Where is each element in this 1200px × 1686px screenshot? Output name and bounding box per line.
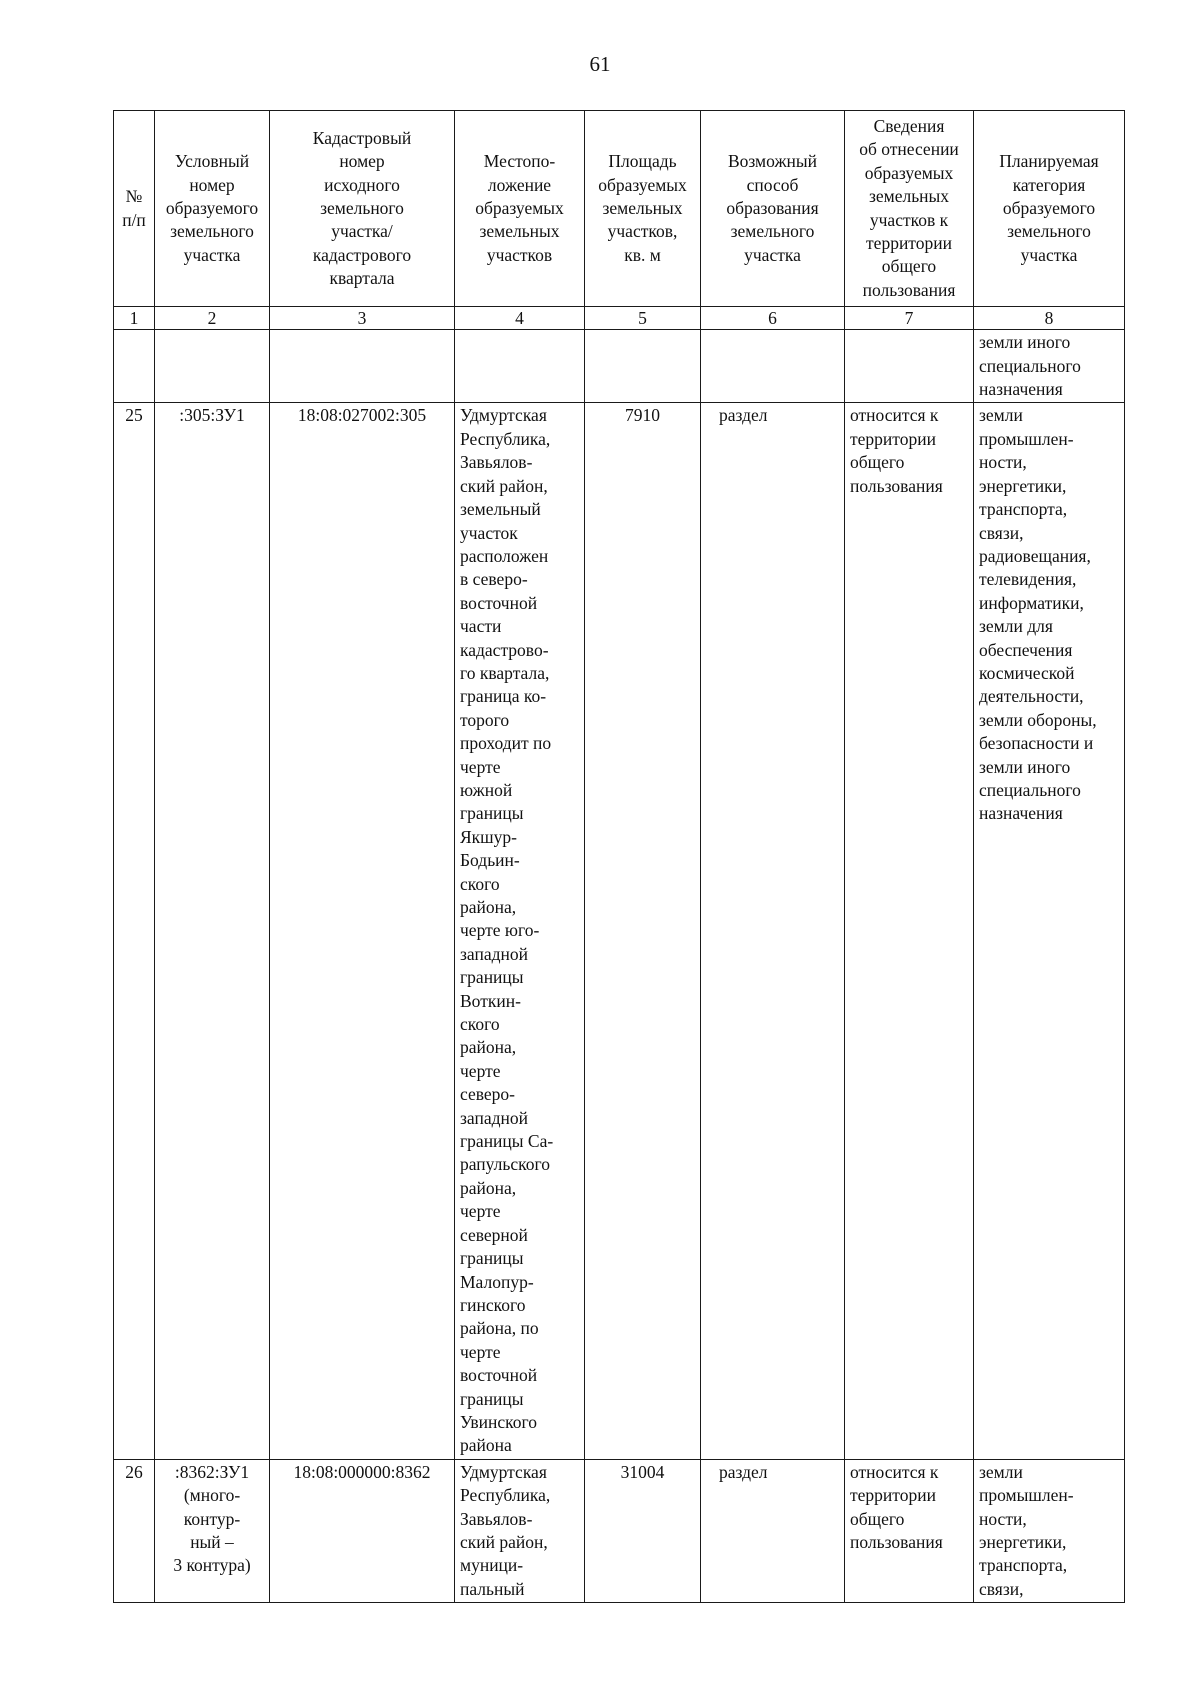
category-cell: земли промышлен- ности, энергетики, транспорта, связи, — [974, 1459, 1125, 1602]
header-cell-location: Местопо- ложение образуемых земельных участков — [455, 111, 585, 307]
location-cell: Удмуртская Республика, Завьялов- ский район, земельный участок расположен в северо- восточной части кадастрово- го квартала, граница ко- торого проходит по черте южной границы Якшур- Бодьин- ского района, черте юго- западной границы Воткин- ского района, черте северо- западной границы Са- рапульского района, черте северной границы Малопур- гинского района, по черте восточной границы Увинского района — [455, 403, 585, 1459]
conditional-number-cell: :8362:ЗУ1 (много- контур- ный – 3 контура) — [155, 1459, 270, 1602]
empty-cell — [114, 330, 155, 403]
column-numbers-row — [114, 307, 1125, 330]
page-number: 61 — [589, 52, 611, 76]
column-number: 1 — [114, 307, 155, 330]
empty-cell — [845, 330, 974, 403]
empty-cell — [270, 330, 455, 403]
header-cell-cadastral-number: Кадастровый номер исходного земельного участка/ кадастрового квартала — [270, 111, 455, 307]
header-cell-num: № п/п — [114, 111, 155, 307]
empty-cell — [455, 330, 585, 403]
column-number: 7 — [845, 307, 974, 330]
row-number-cell: 26 — [114, 1459, 155, 1602]
column-number: 4 — [455, 307, 585, 330]
category-cell: земли промышлен- ности, энергетики, транспорта, связи, радиовещания, телевидения, информатики, земли для обеспечения космической деятельности, земли обороны, безопасности и земли иного специального назначения — [974, 403, 1125, 1459]
column-number: 5 — [585, 307, 701, 330]
header-cell-public-use: Сведения об отнесении образуемых земельных участков к территории общего пользования — [845, 111, 974, 307]
conditional-number-cell: :305:ЗУ1 — [155, 403, 270, 1459]
location-cell: Удмуртская Республика, Завьялов- ский район, муници- пальный — [455, 1459, 585, 1602]
method-cell: раздел — [701, 403, 845, 1459]
empty-cell — [155, 330, 270, 403]
land-plots-table — [113, 110, 1125, 1603]
column-number: 8 — [974, 307, 1125, 330]
column-number: 3 — [270, 307, 455, 330]
public-use-cell: относится к территории общего пользования — [845, 1459, 974, 1602]
row-number-cell: 25 — [114, 403, 155, 1459]
area-cell: 31004 — [585, 1459, 701, 1602]
header-cell-category: Планируемая категория образуемого земельного участка — [974, 111, 1125, 307]
public-use-cell: относится к территории общего пользования — [845, 403, 974, 1459]
table-row — [114, 403, 1125, 1459]
empty-cell — [585, 330, 701, 403]
table-row — [114, 1459, 1125, 1602]
empty-cell — [701, 330, 845, 403]
cadastral-number-cell: 18:08:027002:305 — [270, 403, 455, 1459]
header-cell-area: Площадь образуемых земельных участков, кв. м — [585, 111, 701, 307]
header-cell-method: Возможный способ образования земельного участка — [701, 111, 845, 307]
method-cell: раздел — [701, 1459, 845, 1602]
column-number: 2 — [155, 307, 270, 330]
cadastral-number-cell: 18:08:000000:8362 — [270, 1459, 455, 1602]
category-cell: земли иного специального назначения — [974, 330, 1125, 403]
continuation-row — [114, 330, 1125, 403]
header-cell-conditional-number: Условный номер образуемого земельного участка — [155, 111, 270, 307]
area-cell: 7910 — [585, 403, 701, 1459]
table-header-row — [114, 111, 1125, 307]
column-number: 6 — [701, 307, 845, 330]
